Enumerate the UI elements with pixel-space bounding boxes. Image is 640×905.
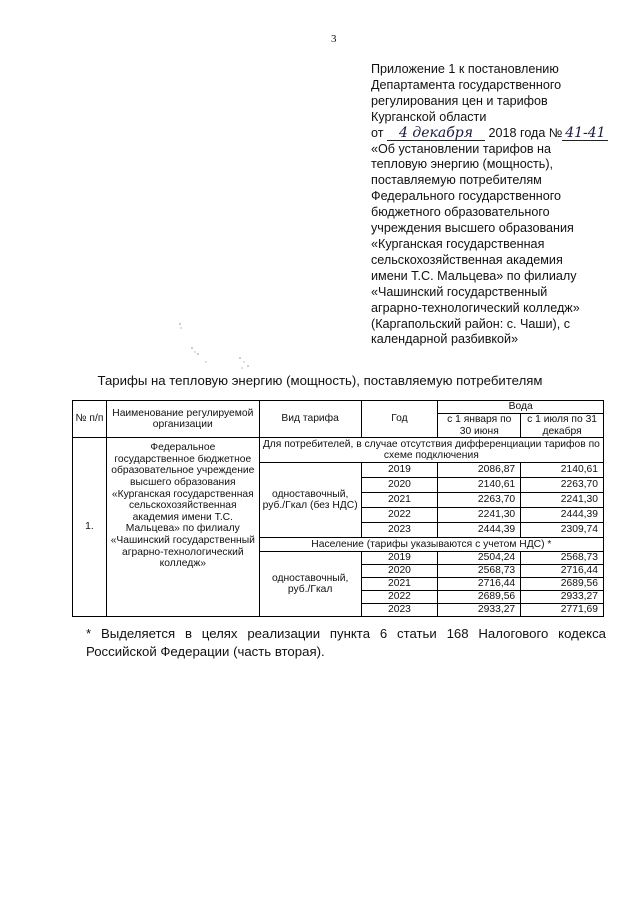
header-row xyxy=(73,401,604,414)
appendix-desc-line: «Об установлении тарифов на xyxy=(371,141,552,156)
value-cell: 2716,44 xyxy=(521,565,604,578)
page-number: 3 xyxy=(331,33,337,45)
value-cell: 2689,56 xyxy=(521,578,604,591)
section1-tariff-type: одноставочный, руб./Гкал (без НДС) xyxy=(259,463,361,538)
header-period1: с 1 января по 30 июня xyxy=(438,414,521,438)
appendix-desc-line: Федерального государственного xyxy=(371,189,562,204)
value-cell: 2140,61 xyxy=(438,478,521,493)
year-cell: 2021 xyxy=(361,578,438,591)
value-cell: 2568,73 xyxy=(521,552,604,565)
appendix-line: Курганской области xyxy=(371,109,487,124)
appendix-desc-line: календарной разбивкой» xyxy=(371,332,519,347)
year-cell: 2023 xyxy=(361,604,438,617)
appendix-desc-line: «Курганская государственная xyxy=(371,236,545,251)
from-prefix: от xyxy=(371,125,384,140)
section2-title: Население (тарифы указываются с учетом НДС) * xyxy=(259,538,603,552)
value-cell: 2771,69 xyxy=(521,604,604,617)
scan-speckles xyxy=(170,318,250,378)
year-cell: 2021 xyxy=(361,493,438,508)
header-water: Вода xyxy=(438,401,604,414)
value-cell: 2716,44 xyxy=(438,578,521,591)
section2-tariff-type: одноставочный, руб./Гкал xyxy=(259,552,361,617)
handwritten-date: 4 декабря xyxy=(387,127,485,141)
appendix-desc-line: бюджетного образовательного xyxy=(371,205,550,220)
value-cell: 2140,61 xyxy=(521,463,604,478)
value-cell: 2568,73 xyxy=(438,565,521,578)
year-cell: 2022 xyxy=(361,591,438,604)
value-cell: 2241,30 xyxy=(438,508,521,523)
value-cell: 2263,70 xyxy=(521,478,604,493)
appendix-desc-line: «Чашинский государственный xyxy=(371,284,548,299)
value-cell: 2444,39 xyxy=(521,508,604,523)
header-org: Наименование регулируемой организации xyxy=(106,401,259,438)
year-text: 2018 года № xyxy=(488,125,563,140)
appendix-line: регулирования цен и тарифов xyxy=(371,93,548,108)
year-cell: 2020 xyxy=(361,478,438,493)
value-cell: 2309,74 xyxy=(521,523,604,538)
value-cell: 2504,24 xyxy=(438,552,521,565)
appendix-block xyxy=(371,62,633,348)
year-cell: 2022 xyxy=(361,508,438,523)
appendix-desc-line: (Каргапольский район: с. Чаши), с xyxy=(371,316,571,331)
value-cell: 2263,70 xyxy=(438,493,521,508)
footnote xyxy=(86,625,606,661)
value-cell: 2241,30 xyxy=(521,493,604,508)
tariff-table xyxy=(72,400,604,617)
organization-name: Федеральное государственное бюджетное образовательное учреждение высшего образования «Курганская государственная сельскохозяйственная академия имени Т.С. Мальцева» по филиалу «Чашинский государственный аграрно-технологический колледж» xyxy=(106,438,259,617)
appendix-line: Департамента государственного xyxy=(371,77,562,92)
value-cell: 2086,87 xyxy=(438,463,521,478)
appendix-date-line xyxy=(371,126,633,142)
section-title-row xyxy=(73,438,604,463)
appendix-desc-line: аграрно-технологический колледж» xyxy=(371,300,580,315)
appendix-line: Приложение 1 к постановлению xyxy=(371,62,559,76)
appendix-desc-line: сельскохозяйственная академия xyxy=(371,252,563,267)
header-type: Вид тарифа xyxy=(259,401,361,438)
appendix-desc-line: поставляемую потребителям xyxy=(371,173,542,188)
row-number: 1. xyxy=(73,438,107,617)
value-cell: 2933,27 xyxy=(438,604,521,617)
year-cell: 2019 xyxy=(361,463,438,478)
appendix-desc-line: тепловую энергию (мощность), xyxy=(371,157,554,172)
year-cell: 2020 xyxy=(361,565,438,578)
handwritten-number: 41-41 xyxy=(562,127,608,141)
table-title: Тарифы на тепловую энергию (мощность), поставляемую потребителям xyxy=(97,373,543,388)
footnote-line: * Выделяется в целях реализации пункта 6 статьи 168 Налогового кодекса xyxy=(86,626,606,641)
header-num: № п/п xyxy=(73,401,107,438)
header-year: Год xyxy=(361,401,438,438)
value-cell: 2444,39 xyxy=(438,523,521,538)
year-cell: 2023 xyxy=(361,523,438,538)
section1-title: Для потребителей, в случае отсутствия дифференциации тарифов по схеме подключения xyxy=(259,438,603,463)
value-cell: 2933,27 xyxy=(521,591,604,604)
value-cell: 2689,56 xyxy=(438,591,521,604)
header-period2: с 1 июля по 31 декабря xyxy=(521,414,604,438)
year-cell: 2019 xyxy=(361,552,438,565)
appendix-desc-line: имени Т.С. Мальцева» по филиалу xyxy=(371,268,577,283)
footnote-line: Российской Федерации (часть вторая). xyxy=(86,644,325,659)
appendix-desc-line: учреждения высшего образования xyxy=(371,221,574,236)
